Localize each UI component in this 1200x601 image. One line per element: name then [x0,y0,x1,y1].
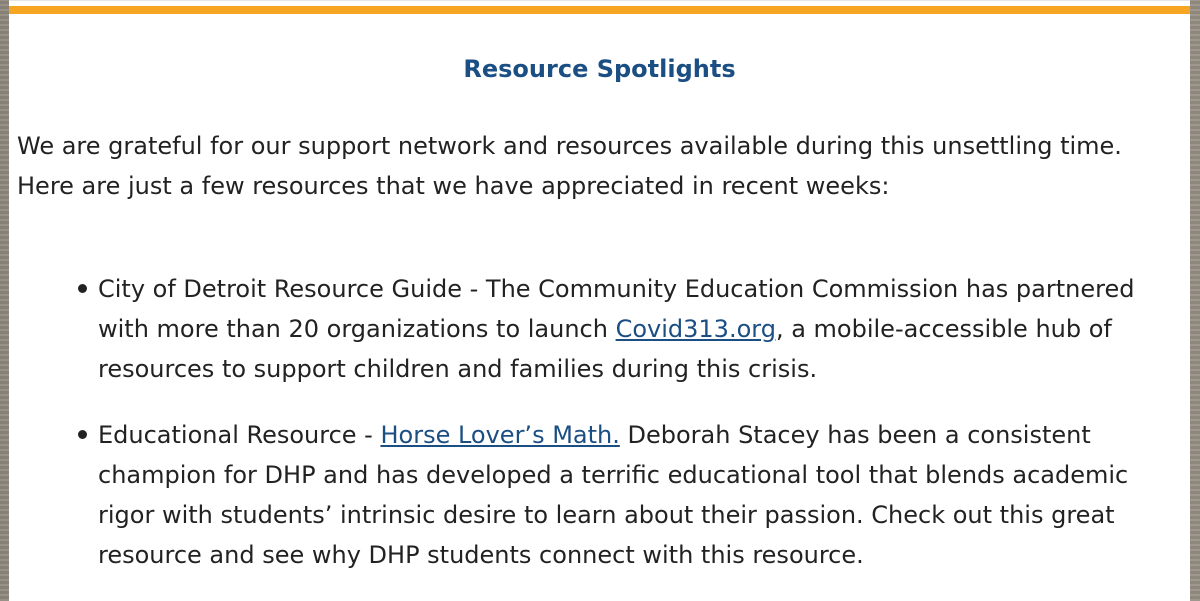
section-title: Resource Spotlights [463,55,736,83]
item-text-before: Educational Resource - [98,421,381,449]
horse-lovers-math-link[interactable]: Horse Lover’s Math. [380,421,620,449]
accent-divider [9,6,1190,14]
item-text-after: , a mobile-accessible hub of resources to support children and families during this crisis. [98,315,1112,383]
intro-paragraph: We are grateful for our support network and resources available during this unsettling time. Here are just a few resources that we have appreciated in recent weeks: [17,132,1122,200]
list-item [9,415,1190,575]
list-item [9,269,1190,389]
textured-border-left [0,0,9,601]
textured-border-right [1190,0,1200,601]
resource-list [9,269,1190,601]
bullet-icon [78,284,87,293]
bullet-icon [78,430,87,439]
covid313-link[interactable]: Covid313.org [615,315,776,343]
item-text-after: Deborah Stacey has been a consistent champion for DHP and has developed a terrific educational tool that blends academic rigor with students’ intrinsic desire to learn about their passion. Check out this great resource and see why DHP students connect with this resource. [98,421,1129,569]
item-text-before: City of Detroit Resource Guide - The Community Education Commission has partnered with more than 20 organizations to launch [98,275,1135,343]
newsletter-panel [9,0,1190,601]
